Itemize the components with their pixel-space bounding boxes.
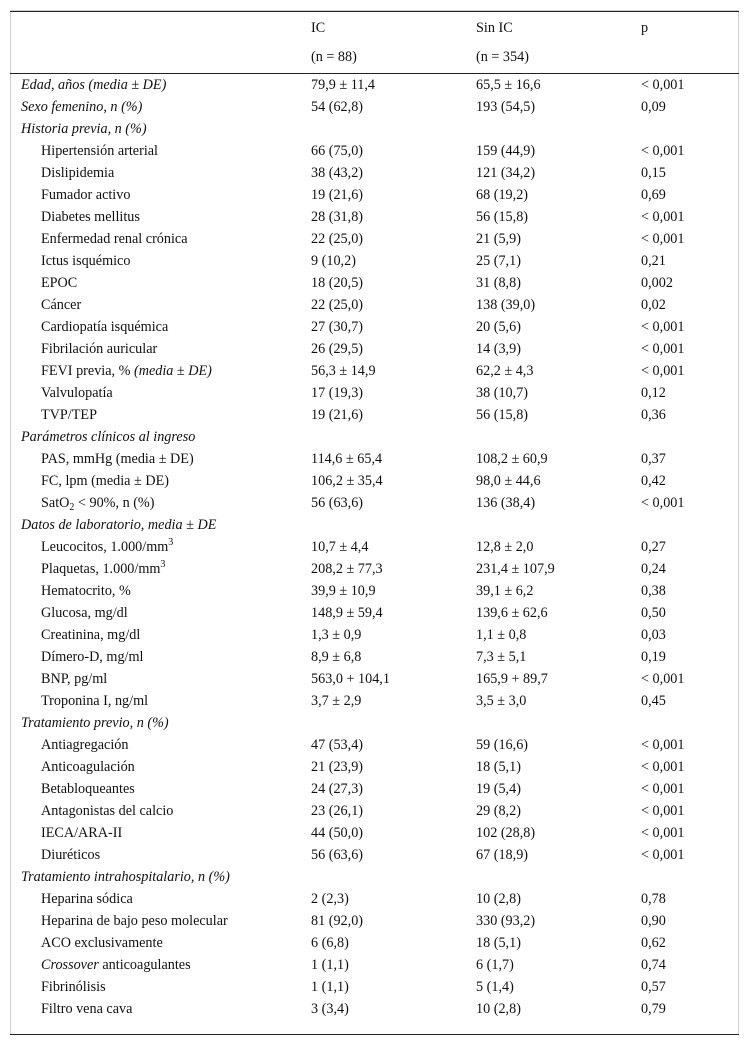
- cell-p: < 0,001: [641, 847, 685, 863]
- section-row: [10, 118, 739, 140]
- row-label: [41, 536, 173, 558]
- cell-ic: 148,9 ± 59,4: [311, 605, 383, 621]
- label-text: anticoagulantes: [98, 957, 191, 973]
- row-label: [41, 448, 194, 470]
- label-text: EPOC: [41, 275, 78, 291]
- cell-p: < 0,001: [641, 803, 685, 819]
- row-label: [41, 206, 140, 228]
- cell-p: < 0,001: [641, 341, 685, 357]
- cell-p: 0,78: [641, 891, 666, 907]
- row-label: [21, 74, 166, 96]
- label-italic-part: (media ± DE): [130, 363, 212, 379]
- cell-p: 0,27: [641, 539, 666, 555]
- label-text: Dímero-D, mg/ml: [41, 649, 144, 665]
- cell-p: < 0,001: [641, 209, 685, 225]
- table-row: [10, 536, 739, 558]
- cell-sin-ic: 65,5 ± 16,6: [476, 77, 541, 93]
- row-label: [21, 712, 169, 734]
- label-italic-part: Crossover: [41, 957, 99, 973]
- cell-ic: 114,6 ± 65,4: [311, 451, 383, 467]
- cell-sin-ic: 68 (19,2): [476, 187, 529, 203]
- cell-sin-ic: 139,6 ± 62,6: [476, 605, 548, 621]
- cell-sin-ic: 6 (1,7): [476, 957, 514, 973]
- label-text: Historia previa, n (%): [21, 121, 147, 137]
- cell-p: 0,24: [641, 561, 666, 577]
- cell-sin-ic: 67 (18,9): [476, 847, 529, 863]
- cell-ic: 23 (26,1): [311, 803, 364, 819]
- header-ic: IC: [311, 20, 326, 36]
- cell-sin-ic: 38 (10,7): [476, 385, 529, 401]
- cell-ic: 47 (53,4): [311, 737, 364, 753]
- cell-p: < 0,001: [641, 825, 685, 841]
- cell-ic: 10,7 ± 4,4: [311, 539, 369, 555]
- table-row: [10, 558, 739, 580]
- cell-ic: 22 (25,0): [311, 231, 364, 247]
- cell-ic: 1 (1,1): [311, 979, 349, 995]
- label-superscript: 3: [160, 559, 166, 570]
- cell-p: 0,37: [641, 451, 666, 467]
- cell-ic: 81 (92,0): [311, 913, 364, 929]
- row-label: [41, 690, 148, 712]
- table-row: [10, 360, 739, 382]
- table-row: [10, 382, 739, 404]
- cell-sin-ic: 20 (5,6): [476, 319, 521, 335]
- cell-sin-ic: 7,3 ± 5,1: [476, 649, 527, 665]
- label-text: Anticoagulación: [41, 759, 135, 775]
- cell-ic: 1 (1,1): [311, 957, 349, 973]
- cell-ic: 3 (3,4): [311, 1001, 349, 1017]
- cell-sin-ic: 138 (39,0): [476, 297, 536, 313]
- label-text: Fibrilación auricular: [41, 341, 158, 357]
- cell-p: 0,50: [641, 605, 666, 621]
- row-label: [21, 118, 147, 140]
- cell-sin-ic: 10 (2,8): [476, 1001, 521, 1017]
- section-row: [10, 712, 739, 734]
- row-label: [41, 976, 106, 998]
- cell-p: 0,09: [641, 99, 666, 115]
- cell-p: < 0,001: [641, 671, 685, 687]
- label-text: Fumador activo: [41, 187, 131, 203]
- cell-p: 0,57: [641, 979, 666, 995]
- row-label: [41, 140, 158, 162]
- cell-ic: 27 (30,7): [311, 319, 364, 335]
- table-row: [10, 800, 739, 822]
- cell-sin-ic: 59 (16,6): [476, 737, 529, 753]
- label-text: Sexo femenino, n (%): [21, 99, 143, 115]
- cell-sin-ic: 10 (2,8): [476, 891, 521, 907]
- table-row: [10, 272, 739, 294]
- table-row: [10, 470, 739, 492]
- row-label: [41, 910, 228, 932]
- label-text: Antagonistas del calcio: [41, 803, 174, 819]
- label-text: Troponina I, ng/ml: [41, 693, 149, 709]
- table-row: [10, 844, 739, 866]
- cell-p: 0,19: [641, 649, 666, 665]
- cell-p: < 0,001: [641, 363, 685, 379]
- row-label: [41, 470, 169, 492]
- cell-p: < 0,001: [641, 759, 685, 775]
- table-row: [10, 404, 739, 426]
- cell-p: < 0,001: [641, 737, 685, 753]
- label-text: Hipertensión arterial: [41, 143, 158, 159]
- cell-p: 0,15: [641, 165, 666, 181]
- row-label: [41, 668, 107, 690]
- label-text: Diuréticos: [41, 847, 101, 863]
- cell-ic: 3,7 ± 2,9: [311, 693, 362, 709]
- cell-ic: 19 (21,6): [311, 407, 364, 423]
- table-row: [10, 294, 739, 316]
- cell-p: 0,36: [641, 407, 666, 423]
- label-text: FC, lpm (media ± DE): [41, 473, 169, 489]
- cell-sin-ic: 39,1 ± 6,2: [476, 583, 534, 599]
- label-text: Ictus isquémico: [41, 253, 131, 269]
- row-label: [41, 162, 114, 184]
- table-row: [10, 888, 739, 910]
- cell-sin-ic: 56 (15,8): [476, 209, 529, 225]
- cell-ic: 2 (2,3): [311, 891, 349, 907]
- row-label: [41, 954, 191, 976]
- cell-ic: 56 (63,6): [311, 847, 364, 863]
- row-label: [41, 404, 97, 426]
- table-row: [10, 184, 739, 206]
- label-text: Datos de laboratorio, media ± DE: [21, 517, 217, 533]
- label-text: Tratamiento intrahospitalario, n (%): [21, 869, 230, 885]
- cell-ic: 1,3 ± 0,9: [311, 627, 362, 643]
- row-label: [41, 294, 81, 316]
- row-label: [21, 426, 195, 448]
- label-text: Tratamiento previo, n (%): [21, 715, 169, 731]
- table-row: [10, 976, 739, 998]
- cell-ic: 19 (21,6): [311, 187, 364, 203]
- label-text: Cardiopatía isquémica: [41, 319, 169, 335]
- label-text: Leucocitos, 1.000/mm: [41, 539, 169, 555]
- row-label: [41, 624, 140, 646]
- cell-sin-ic: 121 (34,2): [476, 165, 536, 181]
- row-label: [41, 932, 163, 954]
- table-row: [10, 690, 739, 712]
- row-label: [21, 866, 230, 888]
- cell-sin-ic: 165,9 + 89,7: [476, 671, 548, 687]
- table-row: [10, 580, 739, 602]
- cell-sin-ic: 136 (38,4): [476, 495, 536, 511]
- cell-sin-ic: 18 (5,1): [476, 935, 521, 951]
- cell-sin-ic: 330 (93,2): [476, 913, 536, 929]
- header-sin-ic-n: (n = 354): [476, 49, 529, 65]
- label-text: PAS, mmHg (media ± DE): [41, 451, 194, 467]
- cell-p: < 0,001: [641, 231, 685, 247]
- row-label: [41, 756, 135, 778]
- cell-p: 0,90: [641, 913, 666, 929]
- header-sin-ic: Sin IC: [476, 20, 513, 36]
- section-row: [10, 426, 739, 448]
- table-row: [10, 140, 739, 162]
- table-row: [10, 96, 739, 118]
- label-subscript: 2: [69, 502, 75, 513]
- label-text: Glucosa, mg/dl: [41, 605, 128, 621]
- row-label: [41, 778, 135, 800]
- row-label: [21, 96, 142, 118]
- label-text: Antiagregación: [41, 737, 129, 753]
- cell-ic: 79,9 ± 11,4: [311, 77, 376, 93]
- cell-sin-ic: 231,4 ± 107,9: [476, 561, 555, 577]
- cell-ic: 44 (50,0): [311, 825, 364, 841]
- cell-ic: 54 (62,8): [311, 99, 364, 115]
- cell-sin-ic: 21 (5,9): [476, 231, 521, 247]
- cell-sin-ic: 159 (44,9): [476, 143, 536, 159]
- cell-ic: 26 (29,5): [311, 341, 364, 357]
- cell-ic: 66 (75,0): [311, 143, 364, 159]
- cell-ic: 24 (27,3): [311, 781, 364, 797]
- label-text: Enfermedad renal crónica: [41, 231, 188, 247]
- cell-p: 0,45: [641, 693, 666, 709]
- row-label: [21, 514, 216, 536]
- table-row: [10, 954, 739, 976]
- cell-p: 0,69: [641, 187, 666, 203]
- section-row: [10, 866, 739, 888]
- cell-ic: 17 (19,3): [311, 385, 364, 401]
- cell-p: 0,79: [641, 1001, 666, 1017]
- label-text: Edad, años (media ± DE): [21, 77, 167, 93]
- cell-p: < 0,001: [641, 495, 685, 511]
- table-row: [10, 624, 739, 646]
- table-row: [10, 74, 739, 96]
- cell-p: 0,42: [641, 473, 666, 489]
- row-label: [41, 734, 128, 756]
- cell-p: 0,002: [641, 275, 673, 291]
- table-top-rule: [10, 11, 739, 12]
- cell-sin-ic: 5 (1,4): [476, 979, 514, 995]
- row-label: [41, 580, 131, 602]
- cell-sin-ic: 14 (3,9): [476, 341, 521, 357]
- cell-sin-ic: 56 (15,8): [476, 407, 529, 423]
- cell-ic: 563,0 + 104,1: [311, 671, 390, 687]
- table-row: [10, 756, 739, 778]
- cell-ic: 8,9 ± 6,8: [311, 649, 362, 665]
- cell-sin-ic: 62,2 ± 4,3: [476, 363, 534, 379]
- cell-p: 0,03: [641, 627, 666, 643]
- row-label: [41, 228, 188, 250]
- label-text: < 90%, n (%): [74, 495, 155, 511]
- row-label: [41, 492, 154, 514]
- row-label: [41, 558, 165, 580]
- label-text: ACO exclusivamente: [41, 935, 163, 951]
- label-text: Parámetros clínicos al ingreso: [21, 429, 196, 445]
- label-text: Filtro vena cava: [41, 1001, 133, 1017]
- row-label: [41, 272, 77, 294]
- cell-sin-ic: 25 (7,1): [476, 253, 521, 269]
- label-superscript: 3: [168, 537, 174, 548]
- row-label: [41, 250, 130, 272]
- table-row: [10, 646, 739, 668]
- label-text: Diabetes mellitus: [41, 209, 140, 225]
- row-label: [41, 646, 143, 668]
- table-row: [10, 250, 739, 272]
- table-row: [10, 316, 739, 338]
- cell-ic: 6 (6,8): [311, 935, 349, 951]
- cell-sin-ic: 31 (8,8): [476, 275, 521, 291]
- label-text: Fibrinólisis: [41, 979, 106, 995]
- row-label: [41, 360, 212, 382]
- header-p: p: [641, 20, 649, 36]
- cell-p: 0,12: [641, 385, 666, 401]
- cell-sin-ic: 19 (5,4): [476, 781, 521, 797]
- row-label: [41, 382, 113, 404]
- table-row: [10, 734, 739, 756]
- label-text: SatO: [41, 495, 70, 511]
- table-body: [10, 74, 739, 1020]
- section-row: [10, 514, 739, 536]
- label-text: Dislipidemia: [41, 165, 115, 181]
- cell-ic: 56 (63,6): [311, 495, 364, 511]
- cell-sin-ic: 98,0 ± 44,6: [476, 473, 541, 489]
- table-row: [10, 778, 739, 800]
- table-row: [10, 228, 739, 250]
- cell-sin-ic: 102 (28,8): [476, 825, 536, 841]
- table-row: [10, 932, 739, 954]
- label-text: Creatinina, mg/dl: [41, 627, 141, 643]
- header-ic-n: (n = 88): [311, 49, 357, 65]
- table-row: [10, 668, 739, 690]
- cell-ic: 9 (10,2): [311, 253, 356, 269]
- cell-sin-ic: 3,5 ± 3,0: [476, 693, 527, 709]
- cell-ic: 208,2 ± 77,3: [311, 561, 383, 577]
- table-row: [10, 162, 739, 184]
- row-label: [41, 844, 100, 866]
- cell-ic: 38 (43,2): [311, 165, 364, 181]
- row-label: [41, 338, 157, 360]
- row-label: [41, 316, 168, 338]
- cell-p: < 0,001: [641, 77, 685, 93]
- row-label: [41, 888, 133, 910]
- label-text: FEVI previa, %: [41, 363, 131, 379]
- label-text: Betabloqueantes: [41, 781, 135, 797]
- label-text: Cáncer: [41, 297, 82, 313]
- table-row: [10, 602, 739, 624]
- row-label: [41, 184, 130, 206]
- row-label: [41, 822, 122, 844]
- cell-p: 0,38: [641, 583, 666, 599]
- label-text: Plaquetas, 1.000/mm: [41, 561, 161, 577]
- table-row: [10, 910, 739, 932]
- cell-ic: 22 (25,0): [311, 297, 364, 313]
- table-row: [10, 998, 739, 1020]
- cell-ic: 18 (20,5): [311, 275, 364, 291]
- label-text: TVP/TEP: [41, 407, 97, 423]
- cell-ic: 28 (31,8): [311, 209, 364, 225]
- cell-sin-ic: 29 (8,2): [476, 803, 521, 819]
- label-text: IECA/ARA-II: [41, 825, 123, 841]
- cell-p: 0,21: [641, 253, 666, 269]
- table-row: [10, 206, 739, 228]
- cell-p: < 0,001: [641, 781, 685, 797]
- cell-p: 0,74: [641, 957, 666, 973]
- row-label: [41, 998, 132, 1020]
- cell-p: 0,62: [641, 935, 666, 951]
- cell-ic: 106,2 ± 35,4: [311, 473, 383, 489]
- table-row: [10, 448, 739, 470]
- label-text: Hematocrito, %: [41, 583, 131, 599]
- row-label: [41, 800, 173, 822]
- cell-p: < 0,001: [641, 143, 685, 159]
- cell-p: < 0,001: [641, 319, 685, 335]
- cell-ic: 39,9 ± 10,9: [311, 583, 376, 599]
- cell-sin-ic: 1,1 ± 0,8: [476, 627, 527, 643]
- table-row: [10, 492, 739, 514]
- row-label: [41, 602, 128, 624]
- table-row: [10, 822, 739, 844]
- cell-sin-ic: 108,2 ± 60,9: [476, 451, 548, 467]
- table-bottom-rule: [10, 1034, 739, 1035]
- cell-ic: 56,3 ± 14,9: [311, 363, 376, 379]
- cell-p: 0,02: [641, 297, 666, 313]
- cell-sin-ic: 12,8 ± 2,0: [476, 539, 534, 555]
- cell-sin-ic: 193 (54,5): [476, 99, 536, 115]
- cell-ic: 21 (23,9): [311, 759, 364, 775]
- label-text: Heparina sódica: [41, 891, 133, 907]
- label-text: BNP, pg/ml: [41, 671, 108, 687]
- label-text: Valvulopatía: [41, 385, 113, 401]
- label-text: Heparina de bajo peso molecular: [41, 913, 228, 929]
- table-row: [10, 338, 739, 360]
- cell-sin-ic: 18 (5,1): [476, 759, 521, 775]
